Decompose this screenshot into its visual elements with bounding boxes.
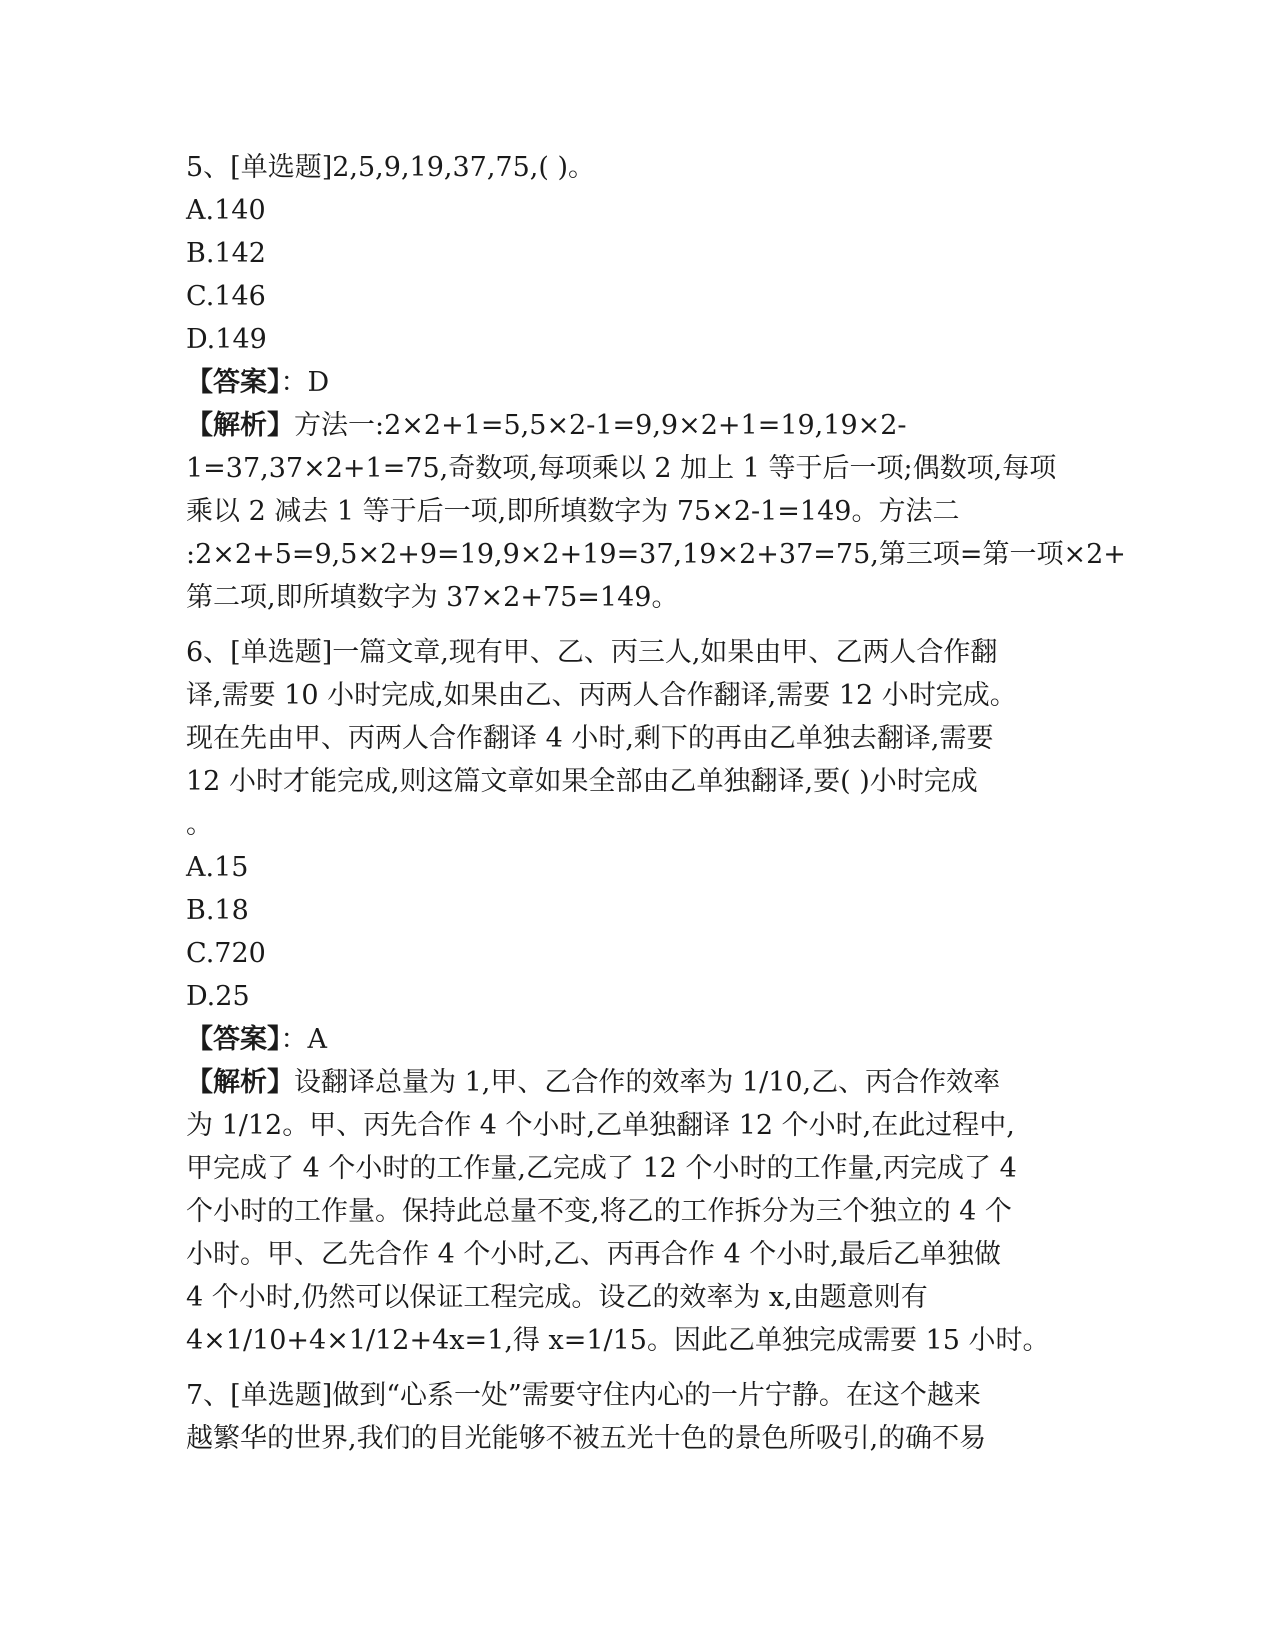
question-stem: 6、[单选题]一篇文章,现有甲、乙、丙三人,如果由甲、乙两人合作翻: [186, 637, 998, 668]
question-6: [186, 631, 1086, 1362]
answer-label: 【答案】: [186, 367, 281, 398]
option-a: A.15: [186, 852, 249, 883]
analysis-text: 第二项,即所填数字为 37×2+75=149。: [186, 582, 679, 613]
question-7: [186, 1374, 1086, 1460]
question-5: [186, 146, 1126, 619]
answer-value: A: [307, 1024, 327, 1055]
analysis-label: 【解析】: [186, 1067, 294, 1098]
analysis-text: :2×2+5=9,5×2+9=19,9×2+19=37,19×2+37=75,第三项=第一项×2+: [186, 539, 1126, 570]
analysis-line: [186, 404, 1086, 447]
analysis-text: 4 个小时,仍然可以保证工程完成。设乙的效率为 x,由题意则有: [186, 1282, 928, 1313]
answer-separator: ：: [280, 367, 308, 398]
question-spacer: [186, 619, 1086, 631]
document-body: [186, 146, 1126, 1460]
analysis-text: 方法一:2×2+1=5,5×2-1=9,9×2+1=19,19×2-: [294, 410, 907, 441]
analysis-text: 4×1/10+4×1/12+4x=1,得 x=1/15。因此乙单独完成需要 15 小时。: [186, 1325, 1050, 1356]
option-b: B.142: [186, 238, 266, 269]
analysis-line: [186, 1061, 1086, 1104]
analysis-text: 1=37,37×2+1=75,奇数项,每项乘以 2 加上 1 等于后一项;偶数项,每项: [186, 453, 1057, 484]
option-d: D.149: [186, 324, 267, 355]
option-c: C.146: [186, 281, 266, 312]
question-stem: 越繁华的世界,我们的目光能够不被五光十色的景色所吸引,的确不易: [186, 1423, 987, 1454]
analysis-text: 个小时的工作量。保持此总量不变,将乙的工作拆分为三个独立的 4 个: [186, 1196, 1012, 1227]
option-d: D.25: [186, 981, 250, 1012]
analysis-label: 【解析】: [186, 410, 294, 441]
question-stem: 。: [186, 809, 213, 840]
analysis-text: 甲完成了 4 个小时的工作量,乙完成了 12 个小时的工作量,丙完成了 4: [186, 1153, 1017, 1184]
answer-line: [186, 1018, 1086, 1061]
question-stem: 5、[单选题]2,5,9,19,37,75,( )。: [186, 152, 595, 183]
option-b: B.18: [186, 895, 249, 926]
analysis-text: 乘以 2 减去 1 等于后一项,即所填数字为 75×2-1=149。方法二: [186, 496, 960, 527]
question-stem: 7、[单选题]做到“心系一处”需要守住内心的一片宁静。在这个越来: [186, 1380, 981, 1411]
answer-separator: ：: [280, 1024, 308, 1055]
option-c: C.720: [186, 938, 266, 969]
question-spacer: [186, 1362, 1086, 1374]
question-stem: 译,需要 10 小时完成,如果由乙、丙两人合作翻译,需要 12 小时完成。: [186, 680, 1017, 711]
answer-value: D: [307, 367, 330, 398]
question-stem: 现在先由甲、丙两人合作翻译 4 小时,剩下的再由乙单独去翻译,需要: [186, 723, 994, 754]
analysis-text: 小时。甲、乙先合作 4 个小时,乙、丙再合作 4 个小时,最后乙单独做: [186, 1239, 1001, 1270]
answer-line: [186, 361, 1086, 404]
question-stem: 12 小时才能完成,则这篇文章如果全部由乙单独翻译,要( )小时完成: [186, 766, 978, 797]
answer-label: 【答案】: [186, 1024, 281, 1055]
option-a: A.140: [186, 195, 266, 226]
analysis-text: 为 1/12。甲、丙先合作 4 个小时,乙单独翻译 12 个小时,在此过程中,: [186, 1110, 1015, 1141]
analysis-text: 设翻译总量为 1,甲、乙合作的效率为 1/10,乙、丙合作效率: [294, 1067, 1001, 1098]
